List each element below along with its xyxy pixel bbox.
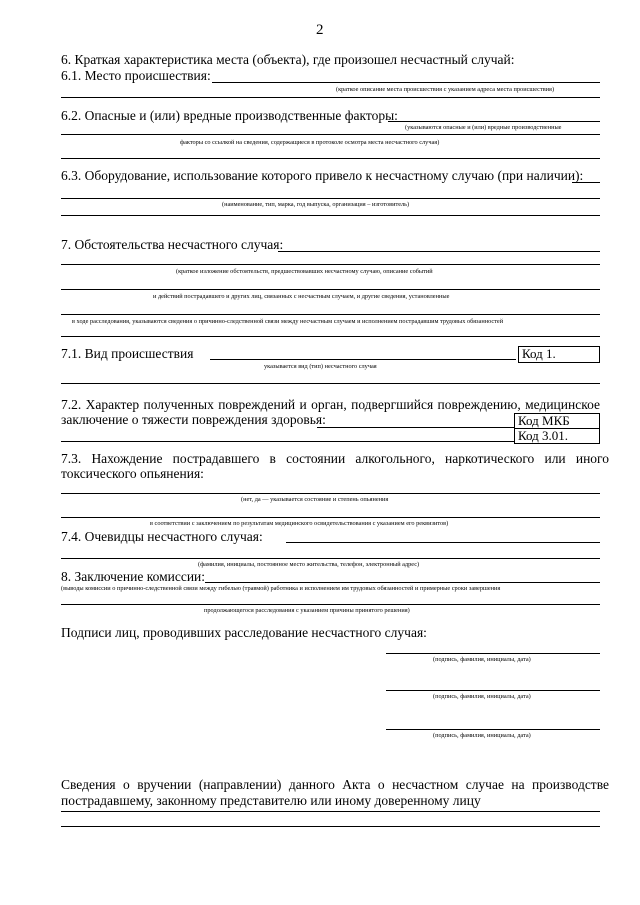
section-6-3-label: 6.3. Оборудование, использование которого привело к несчастному случаю (при наличии): — [61, 168, 584, 183]
section-7-3-line-1: 7.3. Нахождение пострадавшего в состоянии алкогольного, наркотического или иного — [61, 451, 609, 466]
section-7-1-label: 7.1. Вид происшествия — [61, 346, 194, 361]
place-field-line-2[interactable] — [61, 97, 600, 98]
witnesses-field-line-2[interactable] — [61, 558, 600, 559]
signatures-heading: Подписи лиц, проводивших расследование несчастного случая: — [61, 625, 427, 640]
circumstances-hint-1: (краткое изложение обстоятельств, предшествовавших несчастному случаю, описание событий — [176, 268, 433, 275]
circumstances-field-line-3[interactable] — [61, 289, 600, 290]
incident-type-field-line-2[interactable] — [61, 383, 600, 384]
equipment-field-line-2[interactable] — [61, 198, 600, 199]
code-3-01-box: Код 3.01. — [514, 428, 600, 444]
equipment-field-line-3[interactable] — [61, 215, 600, 216]
signature-line-1[interactable] — [386, 653, 600, 654]
conclusion-field-line[interactable] — [205, 582, 600, 583]
signature-line-2[interactable] — [386, 690, 600, 691]
intoxication-hint-2: в соответствии с заключением по результатам медицинского освидетельствования с указанием его реквизитов) — [150, 520, 449, 527]
code-mkb-box: Код МКБ — [514, 413, 600, 429]
circumstances-hint-2: и действий пострадавшего и других лиц, связанных с несчастным случаем, и другие сведения, установленные — [153, 293, 450, 300]
delivery-line-2: пострадавшему, законному представителю или иному доверенному лицу — [61, 793, 481, 808]
conclusion-hint-1: (выводы комиссии о причинно-следственной связи между гибелью (травмой) работника и исполнением им трудовых обязанностей и примерные сроки завершения — [61, 585, 501, 592]
incident-type-field-line[interactable] — [210, 359, 516, 360]
section-8-label: 8. Заключение комиссии: — [61, 569, 206, 584]
injury-field-line-2[interactable] — [61, 441, 514, 442]
intoxication-hint-1: (нет, да — указывается состояние и степень опьянения — [241, 496, 389, 503]
circumstances-field-line-4[interactable] — [61, 314, 600, 315]
section-7-2-line-1: 7.2. Характер полученных повреждений и орган, подвергшийся повреждению, медицинское — [61, 397, 600, 412]
place-field-line[interactable] — [212, 82, 600, 83]
signature-hint-3: (подпись, фамилия, инициалы, дата) — [433, 732, 531, 739]
delivery-field-line-2[interactable] — [61, 826, 600, 827]
factors-hint-2: факторы со ссылкой на сведения, содержащиеся в протоколе осмотра места несчастного случая) — [180, 139, 440, 146]
place-hint: (краткое описание места происшествия с указанием адреса места происшествия) — [336, 86, 555, 93]
equipment-field-line[interactable] — [572, 182, 600, 183]
circumstances-hint-3: в ходе расследования, указываются сведения о причинно-следственной связи между несчастным случаем и исполнением пострадавшим трудовых обязанностей — [72, 318, 504, 325]
circumstances-field-line-5[interactable] — [61, 336, 600, 337]
section-7-3-line-2: токсического опьянения: — [61, 466, 204, 481]
section-6-heading: 6. Краткая характеристика места (объекта), где произошел несчастный случай: — [61, 52, 515, 67]
factors-field-line-3[interactable] — [61, 158, 600, 159]
equipment-hint: (наименование, тип, марка, год выпуска, организация – изготовитель) — [222, 201, 410, 208]
code-1-box: Код 1. — [518, 346, 600, 363]
page-number: 2 — [316, 22, 324, 38]
injury-field-line[interactable] — [317, 427, 514, 428]
conclusion-field-line-2[interactable] — [61, 604, 600, 605]
section-7-2-line-2: заключение о тяжести повреждения здоровья: — [61, 412, 326, 427]
factors-field-line-2[interactable] — [61, 134, 600, 135]
conclusion-hint-2: продолжающегося расследования с указанием причины принятого решения) — [204, 607, 410, 614]
section-6-1-label: 6.1. Место происшествия: — [61, 68, 211, 83]
circumstances-field-line-2[interactable] — [61, 264, 600, 265]
delivery-line-1: Сведения о вручении (направлении) данного Акта о несчастном случае на производстве — [61, 777, 609, 792]
witnesses-hint: (фамилия, инициалы, постоянное место жительства, телефон, электронный адрес) — [198, 561, 420, 568]
section-7-4-label: 7.4. Очевидцы несчастного случая: — [61, 529, 263, 544]
intoxication-field-line[interactable] — [61, 493, 600, 494]
section-6-2-label: 6.2. Опасные и (или) вредные производственные факторы: — [61, 108, 398, 123]
witnesses-field-line[interactable] — [286, 542, 600, 543]
intoxication-field-line-2[interactable] — [61, 517, 600, 518]
incident-type-hint: указывается вид (тип) несчастного случая — [264, 363, 377, 370]
signature-hint-1: (подпись, фамилия, инициалы, дата) — [433, 656, 531, 663]
factors-hint-1: (указываются опасные и (или) вредные производственные — [405, 124, 562, 131]
signature-hint-2: (подпись, фамилия, инициалы, дата) — [433, 693, 531, 700]
circumstances-field-line[interactable] — [278, 251, 600, 252]
signature-line-3[interactable] — [386, 729, 600, 730]
delivery-field-line[interactable] — [61, 811, 600, 812]
section-7-label: 7. Обстоятельства несчастного случая: — [61, 237, 284, 252]
factors-field-line[interactable] — [388, 121, 600, 122]
